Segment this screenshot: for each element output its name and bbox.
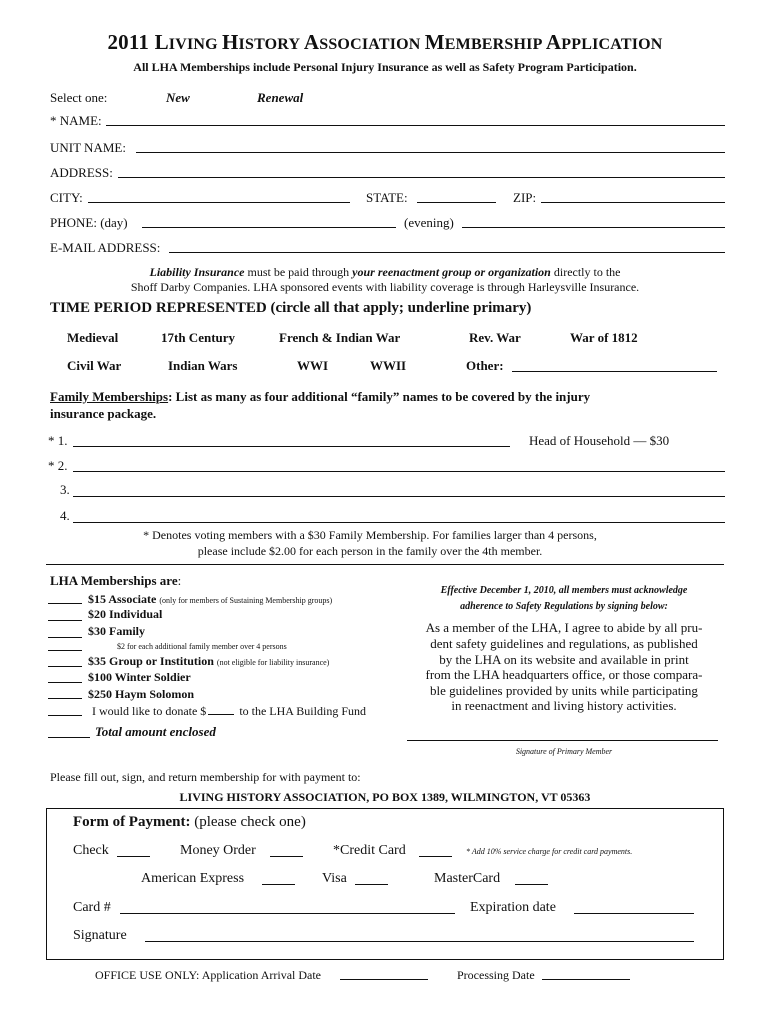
family-item-4-label: 4. bbox=[60, 508, 70, 523]
liability-line-2: Shoff Darby Companies. LHA sponsored events with liability coverage is through Harleysville Insurance. bbox=[130, 280, 640, 294]
period-wwii[interactable]: WWII bbox=[370, 358, 407, 373]
option-new[interactable]: New bbox=[166, 90, 190, 105]
office-arrival-field[interactable] bbox=[340, 979, 428, 980]
group-option: $35 Group or Institution (not eligible for liability insurance) bbox=[88, 654, 330, 668]
money-order-label: Money Order bbox=[180, 843, 256, 858]
period-other-field[interactable] bbox=[512, 371, 717, 372]
state-label: STATE: bbox=[366, 190, 408, 205]
total-field[interactable] bbox=[48, 737, 90, 738]
mailing-address: LIVING HISTORY ASSOCIATION, PO BOX 1389, WILMINGTON, VT 05363 bbox=[179, 790, 591, 804]
safety-paragraph-6: in reenactment and living history activities. bbox=[451, 698, 677, 713]
expiration-label: Expiration date bbox=[470, 900, 556, 915]
family-checkbox[interactable] bbox=[48, 637, 82, 638]
family-item-2-field[interactable] bbox=[73, 471, 725, 472]
phone-evening-field[interactable] bbox=[462, 227, 725, 228]
unit-name-field[interactable] bbox=[136, 152, 725, 153]
haym-solomon-option: $250 Haym Solomon bbox=[88, 687, 195, 701]
period-other-label: Other: bbox=[466, 358, 504, 373]
donate-checkbox[interactable] bbox=[48, 715, 82, 716]
safety-effective-1: Effective December 1, 2010, all members must acknowledge bbox=[440, 585, 688, 596]
period-17th-century[interactable]: 17th Century bbox=[161, 330, 236, 345]
zip-field[interactable] bbox=[541, 202, 725, 203]
family-note-2: please include $2.00 for each person in the family over the 4th member. bbox=[197, 544, 543, 558]
payment-heading: Form of Payment: (please check one) bbox=[73, 814, 306, 830]
safety-paragraph-4: from the LHA headquarters office, or those compara- bbox=[425, 667, 703, 682]
visa-label: Visa bbox=[322, 871, 347, 886]
period-medieval[interactable]: Medieval bbox=[67, 330, 119, 345]
office-processing-label: Processing Date bbox=[457, 968, 535, 982]
city-field[interactable] bbox=[88, 202, 350, 203]
safety-paragraph-5: ble guidelines provided by units while participating bbox=[430, 683, 698, 698]
credit-card-label: *Credit Card bbox=[333, 843, 406, 858]
payment-signature-field[interactable] bbox=[145, 941, 694, 942]
page-title: 2011 LIVING HISTORY ASSOCIATION MEMBERSHIP APPLICATION bbox=[107, 30, 663, 54]
email-field[interactable] bbox=[169, 252, 725, 253]
family-item-1-field[interactable] bbox=[73, 446, 510, 447]
option-renewal[interactable]: Renewal bbox=[257, 90, 304, 105]
family-item-2-label: * 2. bbox=[48, 458, 68, 473]
family-heading: Family Memberships: List as many as four additional “family” names to be covered by the injury bbox=[50, 389, 591, 404]
amex-label: American Express bbox=[141, 871, 245, 886]
name-field[interactable] bbox=[106, 125, 725, 126]
family-extra-note: $2 for each additional family member over 4 persons bbox=[117, 642, 287, 651]
credit-card-note: * Add 10% service charge for credit card payments. bbox=[466, 847, 633, 856]
office-processing-field[interactable] bbox=[542, 979, 630, 980]
associate-option: $15 Associate (only for members of Sustaining Membership groups) bbox=[88, 592, 333, 606]
associate-checkbox[interactable] bbox=[48, 603, 82, 604]
subtitle: All LHA Memberships include Personal Injury Insurance as well as Safety Program Participation. bbox=[133, 60, 637, 74]
mailing-instruction: Please fill out, sign, and return membership for with payment to: bbox=[50, 770, 361, 784]
donate-amount-field[interactable] bbox=[208, 713, 234, 715]
city-label: CITY: bbox=[50, 190, 83, 205]
phone-day-label: PHONE: (day) bbox=[50, 215, 128, 230]
period-civil-war[interactable]: Civil War bbox=[67, 358, 122, 373]
donate-option: I would like to donate $ to the LHA Building Fund bbox=[92, 704, 366, 718]
individual-option: $20 Individual bbox=[88, 607, 163, 621]
family-note-1: * Denotes voting members with a $30 Family Membership. For families larger than 4 persons, bbox=[143, 528, 597, 542]
winter-soldier-option: $100 Winter Soldier bbox=[88, 670, 191, 684]
safety-paragraph-3: by the LHA on its website and available in print bbox=[439, 652, 689, 667]
family-option: $30 Family bbox=[88, 624, 145, 638]
address-label: ADDRESS: bbox=[50, 165, 113, 180]
check-label: Check bbox=[73, 843, 109, 858]
address-field[interactable] bbox=[118, 177, 725, 178]
email-label: E-MAIL ADDRESS: bbox=[50, 240, 161, 255]
unit-name-label: UNIT NAME: bbox=[50, 140, 126, 155]
phone-evening-label: (evening) bbox=[404, 215, 454, 230]
payment-signature-label: Signature bbox=[73, 928, 127, 943]
card-number-label: Card # bbox=[73, 900, 111, 915]
safety-paragraph-2: dent safety guidelines and regulations, as published bbox=[430, 636, 698, 651]
state-field[interactable] bbox=[417, 202, 496, 203]
family-item-3-label: 3. bbox=[60, 482, 70, 497]
period-indian-wars[interactable]: Indian Wars bbox=[168, 358, 238, 373]
signature-caption: Signature of Primary Member bbox=[515, 747, 613, 756]
memberships-heading: LHA Memberships are: bbox=[50, 573, 182, 588]
group-checkbox[interactable] bbox=[48, 666, 82, 667]
card-number-field[interactable] bbox=[120, 913, 455, 914]
time-period-heading: TIME PERIOD REPRESENTED (circle all that apply; underline primary) bbox=[50, 300, 532, 316]
safety-effective-2: adherence to Safety Regulations by signing below: bbox=[460, 601, 668, 612]
mastercard-option[interactable] bbox=[515, 884, 548, 885]
family-item-1-label: * 1. bbox=[48, 433, 68, 448]
primary-member-signature-field[interactable] bbox=[407, 740, 718, 741]
period-wwi[interactable]: WWI bbox=[297, 358, 329, 373]
divider bbox=[46, 564, 724, 565]
amex-option[interactable] bbox=[262, 884, 295, 885]
family-item-4-field[interactable] bbox=[73, 522, 725, 523]
credit-card-option[interactable] bbox=[419, 856, 452, 857]
period-rev-war[interactable]: Rev. War bbox=[469, 330, 521, 345]
select-one-label: Select one: bbox=[50, 90, 108, 105]
head-of-household: Head of Household — $30 bbox=[529, 433, 670, 448]
money-order-option[interactable] bbox=[270, 856, 303, 857]
winter-soldier-checkbox[interactable] bbox=[48, 682, 82, 683]
period-war-of-1812[interactable]: War of 1812 bbox=[570, 330, 638, 345]
check-option[interactable] bbox=[117, 856, 150, 857]
family-heading-line-2: insurance package. bbox=[50, 406, 157, 421]
zip-label: ZIP: bbox=[513, 190, 537, 205]
safety-paragraph-1: As a member of the LHA, I agree to abide by all pru- bbox=[425, 620, 703, 635]
mastercard-label: MasterCard bbox=[434, 871, 501, 886]
name-label: * NAME: bbox=[50, 113, 102, 128]
liability-line-1: Liability Insurance must be paid through your reenactment group or organization directly to the bbox=[149, 265, 621, 279]
individual-checkbox[interactable] bbox=[48, 620, 82, 621]
visa-option[interactable] bbox=[355, 884, 388, 885]
office-arrival-label: OFFICE USE ONLY: Application Arrival Date bbox=[95, 968, 322, 982]
expiration-field[interactable] bbox=[574, 913, 694, 914]
period-french-indian-war[interactable]: French & Indian War bbox=[279, 330, 401, 345]
phone-day-field[interactable] bbox=[142, 227, 396, 228]
family-item-3-field[interactable] bbox=[73, 496, 725, 497]
family-extra-checkbox[interactable] bbox=[48, 650, 82, 651]
haym-solomon-checkbox[interactable] bbox=[48, 698, 82, 699]
total-amount-label: Total amount enclosed bbox=[95, 724, 216, 739]
